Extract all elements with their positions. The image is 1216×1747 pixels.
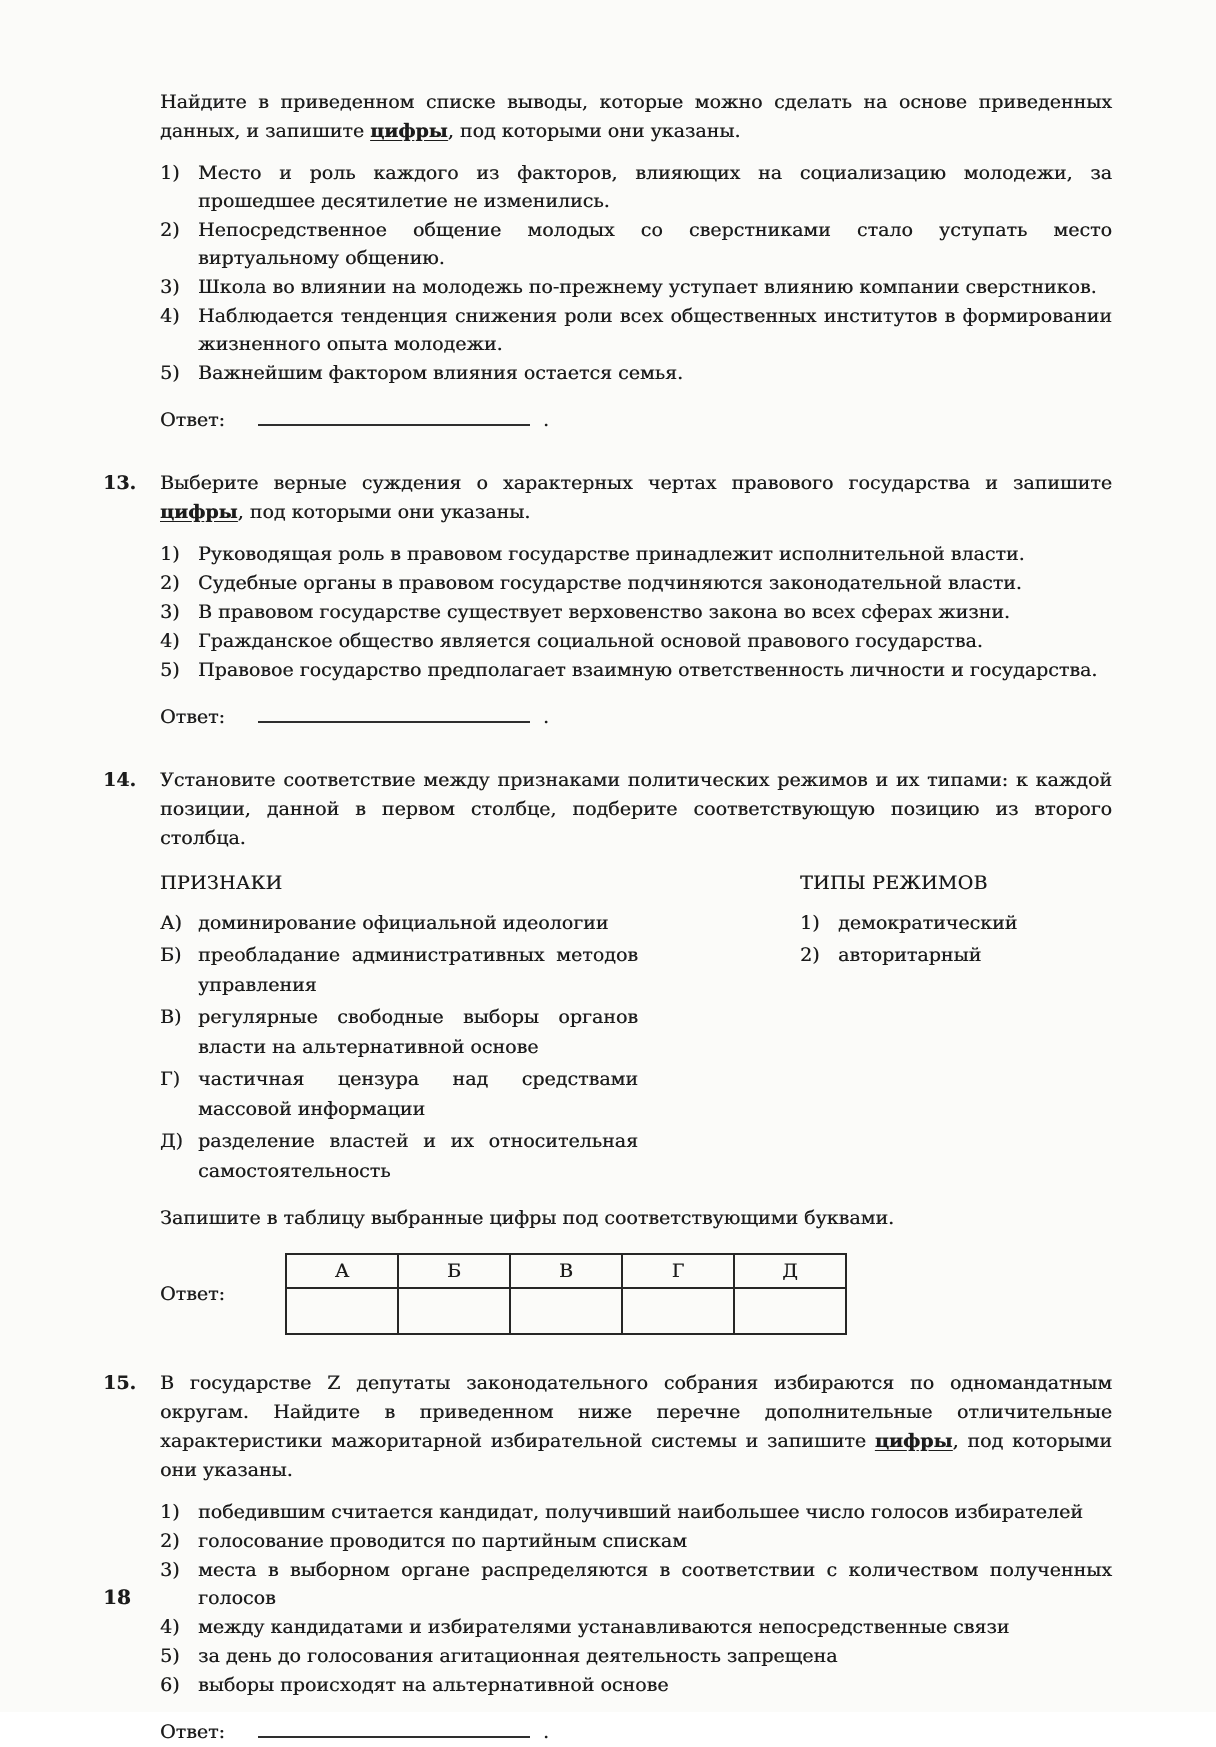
feature-item <box>160 940 638 1000</box>
question-text-post: , под которыми они указаны. <box>237 501 531 523</box>
option-text: Правовое государство предполагает взаимную ответственность личности и государства. <box>198 659 1098 681</box>
option-number: 1) <box>160 1501 180 1523</box>
answer-blank-line <box>258 709 530 723</box>
option-letter: Б) <box>160 944 182 966</box>
option-text: Место и роль каждого из факторов, влияющих на социализацию молодежи, за прошедшее десятилетие не изменились. <box>198 162 1112 212</box>
feature-text: доминирование официальной идеологии <box>198 912 609 934</box>
question-text-pre: В государстве Z депутаты законодательного собрания избираются по одномандатным округам. Найдите в приведенном ниже перечне дополнительные отличительные характеристики мажоритарной избирательной системы и запишите <box>160 1372 1112 1452</box>
option-letter: А) <box>160 912 182 934</box>
matching-columns <box>160 869 1112 1186</box>
option-number: 4) <box>160 305 180 327</box>
option-item <box>160 1498 1112 1526</box>
answer-table <box>285 1253 847 1335</box>
option-number: 2) <box>160 572 180 594</box>
feature-item <box>160 1002 638 1062</box>
underlined-word: цифры <box>160 501 238 523</box>
feature-text: преобладание административных методов управления <box>198 944 638 996</box>
feature-text: разделение властей и их относительная самостоятельность <box>198 1130 638 1182</box>
question-text <box>160 1369 1112 1485</box>
feature-text: регулярные свободные выборы органов власти на альтернативной основе <box>198 1006 638 1058</box>
options-list <box>160 540 1112 684</box>
answer-table-header-row <box>286 1254 846 1288</box>
answer-table-header-cell: Д <box>734 1254 846 1288</box>
option-text: Руководящая роль в правовом государстве принадлежит исполнительной власти. <box>198 543 1025 565</box>
option-text: Школа во влиянии на молодежь по-прежнему уступает влиянию компании сверстников. <box>198 276 1097 298</box>
question-text-pre: Выберите верные суждения о характерных чертах правового государства и запишите <box>160 472 1112 494</box>
answer-blank-line <box>258 412 530 426</box>
question-text: Установите соответствие между признаками политических режимов и их типами: к каждой позиции, данной в первом столбце, подберите соответствующую позицию из второго столбца. <box>160 769 1112 849</box>
option-number: 6) <box>160 1674 180 1696</box>
question-text <box>160 88 1112 146</box>
option-number: 5) <box>160 362 180 384</box>
question-number: 14. <box>103 769 137 791</box>
regime-types-header: ТИПЫ РЕЖИМОВ <box>800 872 988 894</box>
option-number: 3) <box>160 276 180 298</box>
regime-types-column <box>800 869 1017 1186</box>
answer-period: . <box>542 1721 549 1743</box>
option-text: В правовом государстве существует верховенство закона во всех сферах жизни. <box>198 601 1010 623</box>
question-text-post: , под которыми они указаны. <box>447 120 741 142</box>
option-text: голосование проводится по партийным спискам <box>198 1530 687 1552</box>
option-number: 5) <box>160 1645 180 1667</box>
option-item <box>160 627 1112 655</box>
option-item <box>160 569 1112 597</box>
options-list <box>160 159 1112 387</box>
answer-table-input-cell <box>286 1288 398 1334</box>
option-item <box>160 216 1112 272</box>
option-item <box>160 302 1112 358</box>
underlined-word: цифры <box>370 120 448 142</box>
answer-row <box>160 703 1112 732</box>
question-13 <box>103 469 1112 732</box>
option-letter: Д) <box>160 1130 183 1152</box>
answer-table-input-cell <box>510 1288 622 1334</box>
option-item <box>160 273 1112 301</box>
answer-table-input-cell <box>622 1288 734 1334</box>
question-text-post: , под которыми они указаны. <box>160 1430 1112 1481</box>
answer-row <box>160 1718 1112 1747</box>
option-number: 3) <box>160 601 180 623</box>
feature-item <box>160 1126 638 1186</box>
answer-table-header-cell: Б <box>398 1254 510 1288</box>
question-number: 15. <box>103 1372 137 1394</box>
answer-table-input-row <box>286 1288 846 1334</box>
answer-table-input-cell <box>734 1288 846 1334</box>
option-item <box>160 1527 1112 1555</box>
option-item <box>160 159 1112 215</box>
answer-period: . <box>542 706 549 728</box>
option-text: за день до голосования агитационная деятельность запрещена <box>198 1645 838 1667</box>
option-item <box>160 1671 1112 1699</box>
option-item <box>160 540 1112 568</box>
feature-text: частичная цензура над средствами массовой информации <box>198 1068 638 1120</box>
option-number: 5) <box>160 659 180 681</box>
answer-label: Ответ: <box>160 409 225 431</box>
option-text: победившим считается кандидат, получивший наибольшее число голосов избирателей <box>198 1501 1083 1523</box>
option-text: Гражданское общество является социальной основой правового государства. <box>198 630 983 652</box>
option-number: 1) <box>160 162 180 184</box>
regime-type-text: авторитарный <box>838 944 982 966</box>
option-text: Непосредственное общение молодых со сверстниками стало уступать место виртуальному общению. <box>198 219 1112 269</box>
feature-item <box>160 1064 638 1124</box>
features-column <box>160 869 638 1186</box>
answer-table-header-cell: А <box>286 1254 398 1288</box>
answer-label: Ответ: <box>160 706 225 728</box>
question-number: 13. <box>103 472 137 494</box>
option-number: 1) <box>160 543 180 565</box>
option-item <box>160 359 1112 387</box>
question-14 <box>103 766 1112 1335</box>
answer-row <box>160 406 1112 435</box>
option-text: места в выборном органе распределяются в соответствии с количеством полученных голосов <box>198 1559 1112 1609</box>
option-text: между кандидатами и избирателями устанавливаются непосредственные связи <box>198 1616 1010 1638</box>
option-number: 4) <box>160 630 180 652</box>
answer-period: . <box>542 409 549 431</box>
question-block-top <box>160 88 1112 435</box>
option-number: 3) <box>160 1559 180 1581</box>
option-number: 4) <box>160 1616 180 1638</box>
option-letter: Г) <box>160 1068 180 1090</box>
option-item <box>160 1613 1112 1641</box>
options-list <box>160 1498 1112 1699</box>
option-item <box>160 1642 1112 1670</box>
option-text: Важнейшим фактором влияния остается семья. <box>198 362 684 384</box>
option-text: Судебные органы в правовом государстве подчиняются законодательной власти. <box>198 572 1022 594</box>
option-text: Наблюдается тенденция снижения роли всех общественных институтов в формировании жизненного опыта молодежи. <box>198 305 1112 355</box>
option-number: 2) <box>800 944 820 966</box>
page-number: 18 <box>103 1585 131 1609</box>
option-item <box>160 656 1112 684</box>
answer-table-row <box>160 1253 1112 1335</box>
regime-type-item <box>800 908 1017 938</box>
option-number: 2) <box>160 1530 180 1552</box>
features-header: ПРИЗНАКИ <box>160 872 283 894</box>
underlined-word: цифры <box>874 1430 953 1452</box>
answer-label: Ответ: <box>160 1721 225 1743</box>
option-text: выборы происходят на альтернативной основе <box>198 1674 669 1696</box>
answer-label: Ответ: <box>160 1282 225 1305</box>
answer-blank-line <box>258 1724 530 1738</box>
answer-table-header-cell: Г <box>622 1254 734 1288</box>
regime-type-item <box>800 940 1017 970</box>
option-item <box>160 1556 1112 1612</box>
table-instruction: Запишите в таблицу выбранные цифры под соответствующими буквами. <box>160 1207 895 1229</box>
option-number: 2) <box>160 219 180 241</box>
feature-item <box>160 908 638 938</box>
answer-table-input-cell <box>398 1288 510 1334</box>
answer-table-header-cell: В <box>510 1254 622 1288</box>
question-text <box>160 469 1112 527</box>
question-text-pre: Найдите в приведенном списке выводы, которые можно сделать на основе приведенных данных, и запишите <box>160 91 1112 142</box>
option-number: 1) <box>800 912 820 934</box>
option-letter: В) <box>160 1006 182 1028</box>
regime-type-text: демократический <box>838 912 1018 934</box>
option-item <box>160 598 1112 626</box>
